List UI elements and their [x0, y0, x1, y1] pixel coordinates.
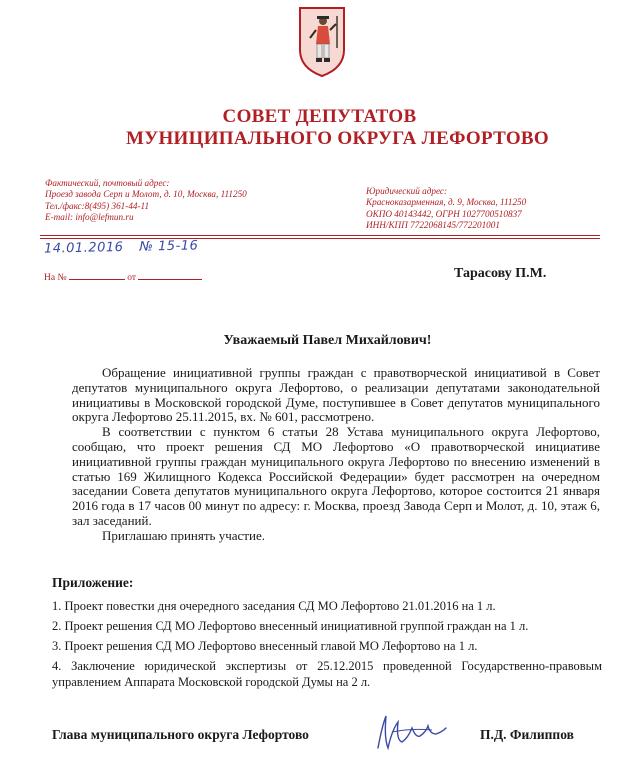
- reference-date-label: от: [127, 273, 137, 283]
- email: E-mail: info@lefmun.ru: [45, 212, 134, 223]
- reference-line: [44, 271, 202, 283]
- body-paragraph-2: В соответствии с пунктом 6 статьи 28 Устава муниципального округа Лефортово, сообщаю, что проект решения СД МО Лефортово «О правотворческой инициативе инициативной группы граждан муниципального округа Лефортово по внесению изменений в статью 169 Жилищного Кодекса Российской Федерации» будет рассмотрен на очередном заседании Совета депутатов муниципального округа Лефортово, которое состоится 21 января 2016 года в 17 часов 00 минут по адресу: г. Москва, проезд Завода Серп и Молот, д. 10, этаж 6, зал заседаний.: [72, 424, 600, 528]
- reference-number-blank: [69, 271, 125, 280]
- reference-date-blank: [138, 271, 202, 280]
- attachments-title: Приложение:: [52, 575, 134, 590]
- salutation: Уважаемый Павел Михайлович!: [223, 333, 432, 348]
- inn-kpp: ИНН/КПП 7722068145/772201001: [366, 220, 500, 231]
- reference-number-label: На №: [44, 273, 67, 283]
- postal-address-street: Проезд завода Серп и Молот, д. 10, Москва, 111250: [45, 189, 247, 200]
- postal-address-label: Фактический, почтовый адрес:: [45, 178, 170, 188]
- attachment-item-2: 2. Проект решения СД МО Лефортово внесенный инициативной группой граждан на 1 л.: [52, 619, 529, 633]
- attachment-item-4: 4. Заключение юридической экспертизы от 25.12.2015 проведенной Государственно-правовым управлением Аппарата Московской городской Думы на 2 л.: [52, 659, 602, 689]
- org-title: [0, 106, 639, 150]
- attachment-item-1: 1. Проект повестки дня очередного заседания СД МО Лефортово 21.01.2016 на 1 л.: [52, 599, 496, 613]
- legal-address-label: Юридический адрес:: [366, 186, 448, 196]
- handwritten-registration: [44, 238, 199, 256]
- registration-number: № 15-16: [139, 238, 199, 255]
- postal-address: [45, 178, 295, 224]
- org-title-line1: СОВЕТ ДЕПУТАТОВ: [222, 106, 417, 127]
- header-divider: [40, 235, 600, 236]
- legal-address-street: Красноказарменная, д. 9, Москва, 111250: [366, 197, 527, 208]
- header-divider-thin: [40, 238, 600, 239]
- attachment-item-3: 3. Проект решения СД МО Лефортово внесенный главой МО Лефортово на 1 л.: [52, 639, 478, 653]
- coat-of-arms-icon: [296, 4, 348, 78]
- letter-body: [72, 366, 600, 544]
- addressee: Тарасову П.М.: [454, 266, 547, 281]
- attachments-list: [52, 598, 602, 694]
- phone-fax: Тел./факс:8(495) 361-44-11: [45, 200, 150, 211]
- okpo-ogrn: ОКПО 40143442, ОГРН 1027700510837: [366, 208, 522, 219]
- legal-address: [366, 186, 616, 232]
- body-paragraph-3: Приглашаю принять участие.: [102, 527, 265, 543]
- signatory-title: Глава муниципального округа Лефортово: [52, 727, 309, 742]
- registration-date: 14.01.2016: [43, 239, 124, 257]
- signatory-name: П.Д. Филиппов: [480, 727, 574, 742]
- body-paragraph-1: Обращение инициативной группы граждан с правотворческой инициативой в Совет депутатов муниципального округа Лефортово, о реализации депутатами законодательной инициативы в Московской городской Думе, поступившее в Совет депутатов муниципального округа Лефортово 25.11.2015, вх. № 601, рассмотрено.: [72, 365, 600, 425]
- handwritten-signature-icon: [372, 708, 452, 756]
- org-title-line2: МУНИЦИПАЛЬНОГО ОКРУГА ЛЕФОРТОВО: [126, 128, 549, 149]
